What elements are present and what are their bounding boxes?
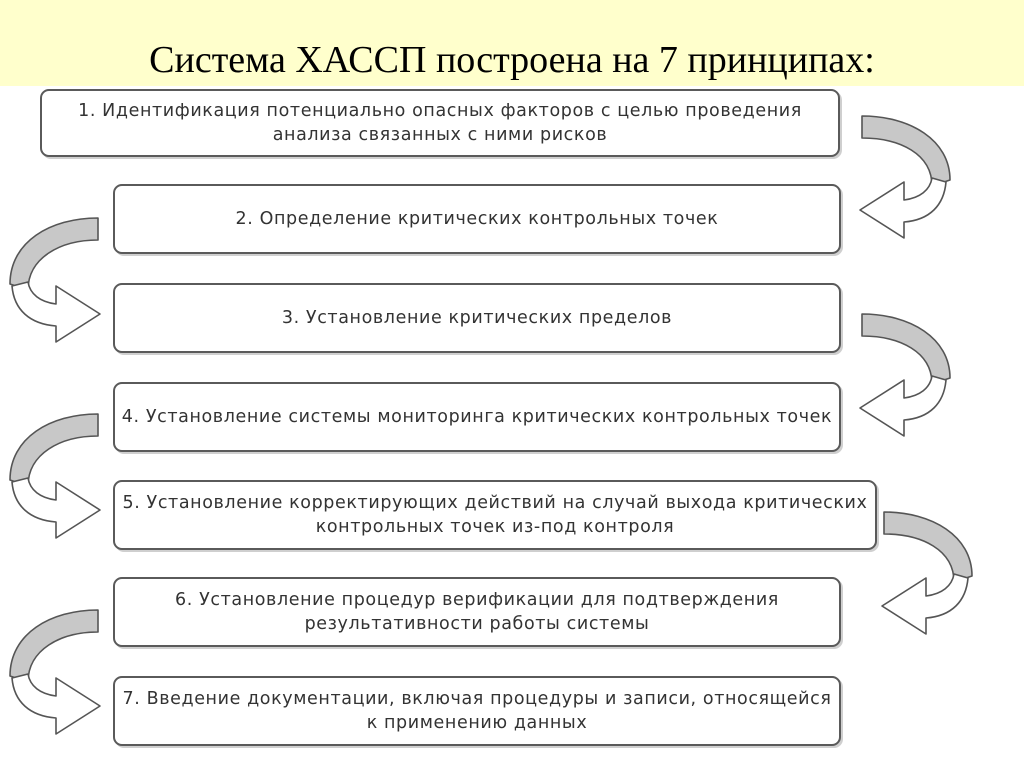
step-label-2: 2. Определение критических контрольных точек <box>235 209 719 229</box>
step-label-4: 4. Установление системы мониторинга критических контрольных точек <box>121 407 833 427</box>
step-label-1: 1. Идентификация потенциально опасных факторов с целью проведения анализа связанных с ними рисков <box>78 101 802 145</box>
curved-arrow-left-side-icon <box>0 604 110 736</box>
step-label-5: 5. Установление корректирующих действий на случай выхода критических контрольных точек из-под контроля <box>122 493 868 537</box>
step-label-7: 7. Введение документации, включая процедуры и записи, относящейся к применению данных <box>122 689 832 733</box>
step-label-6: 6. Установление процедур верификации для подтверждения результативности работы системы <box>175 590 779 634</box>
step-box-3 <box>113 283 841 353</box>
step-box-5 <box>113 480 877 550</box>
curved-arrow-left-side-icon <box>0 212 110 344</box>
curved-arrow-right-side-icon <box>872 506 982 636</box>
page-title: Система ХАССП построена на 7 принципах: <box>149 39 875 81</box>
step-box-4 <box>113 382 841 452</box>
curved-arrow-right-side-icon <box>850 110 960 240</box>
step-label-3: 3. Установление критических пределов <box>281 308 673 328</box>
step-box-2 <box>113 184 841 254</box>
step-box-7 <box>113 676 841 746</box>
curved-arrow-right-side-icon <box>850 308 960 438</box>
step-box-6 <box>113 577 841 647</box>
hacep-principles-diagram <box>0 86 1024 768</box>
curved-arrow-left-side-icon <box>0 408 110 540</box>
step-box-1 <box>40 89 840 157</box>
